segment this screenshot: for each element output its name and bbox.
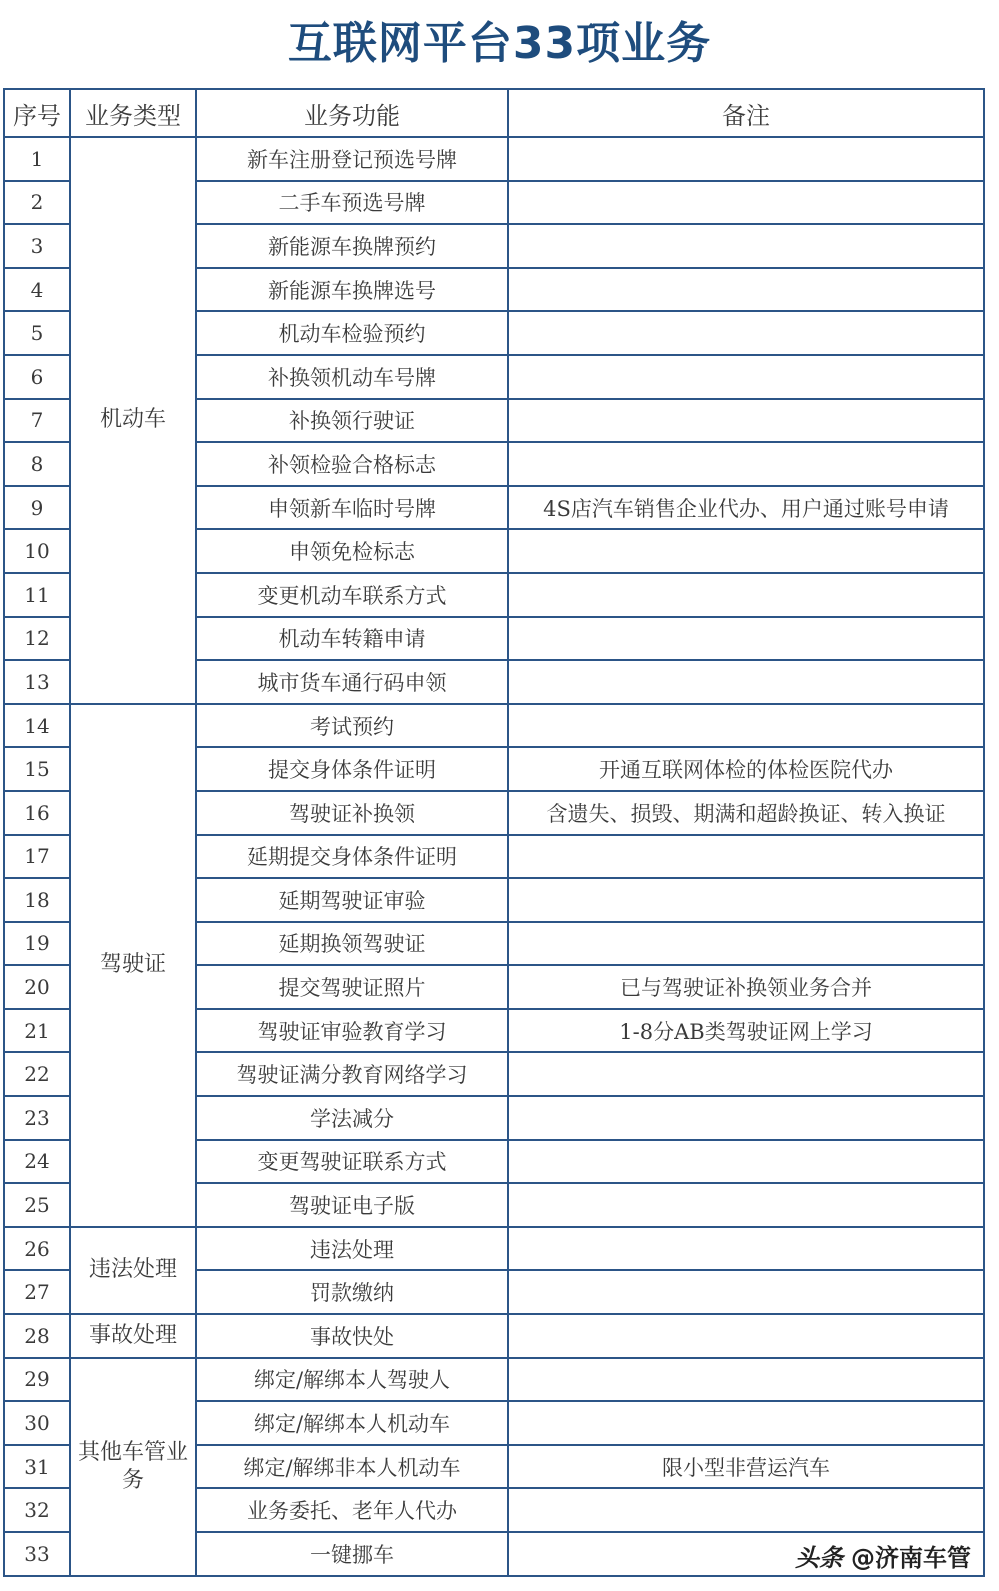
- business-table: [3, 88, 985, 1577]
- function-cell: 学法减分: [196, 1096, 508, 1140]
- note-cell: [508, 399, 984, 443]
- function-cell: 提交身体条件证明: [196, 747, 508, 791]
- row-index: 17: [4, 835, 70, 879]
- function-cell: 补换领行驶证: [196, 399, 508, 443]
- table-row: [4, 137, 984, 181]
- header-note: 备注: [508, 89, 984, 137]
- function-cell: 补换领机动车号牌: [196, 355, 508, 399]
- table-row: [4, 1358, 984, 1402]
- row-index: 21: [4, 1009, 70, 1053]
- function-cell: 变更驾驶证联系方式: [196, 1140, 508, 1184]
- category-cell: 机动车: [70, 137, 196, 704]
- note-cell: 含遗失、损毁、期满和超龄换证、转入换证: [508, 791, 984, 835]
- watermark-text: @济南车管: [851, 1544, 971, 1572]
- category-cell: 其他车管业务: [70, 1358, 196, 1576]
- header-type: 业务类型: [70, 89, 196, 137]
- note-cell: [508, 878, 984, 922]
- note-cell: 4S店汽车销售企业代办、用户通过账号申请: [508, 486, 984, 530]
- function-cell: 申领新车临时号牌: [196, 486, 508, 530]
- note-cell: [508, 137, 984, 181]
- row-index: 10: [4, 529, 70, 573]
- note-cell: [508, 1488, 984, 1532]
- row-index: 20: [4, 965, 70, 1009]
- note-cell: [508, 1401, 984, 1445]
- row-index: 26: [4, 1227, 70, 1271]
- category-cell: 事故处理: [70, 1314, 196, 1358]
- function-cell: 延期驾驶证审验: [196, 878, 508, 922]
- function-cell: 驾驶证电子版: [196, 1183, 508, 1227]
- function-cell: 新能源车换牌预约: [196, 224, 508, 268]
- table-header-row: [4, 89, 984, 137]
- note-cell: [508, 1358, 984, 1402]
- function-cell: 绑定/解绑本人机动车: [196, 1401, 508, 1445]
- row-index: 13: [4, 660, 70, 704]
- function-cell: 变更机动车联系方式: [196, 573, 508, 617]
- row-index: 4: [4, 268, 70, 312]
- function-cell: 新能源车换牌选号: [196, 268, 508, 312]
- note-cell: [508, 268, 984, 312]
- row-index: 14: [4, 704, 70, 748]
- row-index: 33: [4, 1532, 70, 1576]
- note-cell: [508, 922, 984, 966]
- note-cell: [508, 224, 984, 268]
- row-index: 16: [4, 791, 70, 835]
- note-cell: [508, 1270, 984, 1314]
- header-index: 序号: [4, 89, 70, 137]
- row-index: 30: [4, 1401, 70, 1445]
- function-cell: 机动车转籍申请: [196, 617, 508, 661]
- row-index: 22: [4, 1052, 70, 1096]
- category-cell: 驾驶证: [70, 704, 196, 1227]
- function-cell: 绑定/解绑本人驾驶人: [196, 1358, 508, 1402]
- row-index: 31: [4, 1445, 70, 1489]
- note-cell: [508, 1314, 984, 1358]
- table-row: [4, 704, 984, 748]
- function-cell: 补领检验合格标志: [196, 442, 508, 486]
- note-cell: [508, 181, 984, 225]
- row-index: 23: [4, 1096, 70, 1140]
- function-cell: 提交驾驶证照片: [196, 965, 508, 1009]
- row-index: 3: [4, 224, 70, 268]
- function-cell: 驾驶证补换领: [196, 791, 508, 835]
- watermark-logo: 头条: [795, 1544, 843, 1572]
- note-cell: [508, 442, 984, 486]
- function-cell: 驾驶证满分教育网络学习: [196, 1052, 508, 1096]
- row-index: 27: [4, 1270, 70, 1314]
- table-body: [4, 137, 984, 1576]
- function-cell: 违法处理: [196, 1227, 508, 1271]
- row-index: 12: [4, 617, 70, 661]
- note-cell: [508, 355, 984, 399]
- row-index: 1: [4, 137, 70, 181]
- note-cell: [508, 311, 984, 355]
- row-index: 2: [4, 181, 70, 225]
- row-index: 24: [4, 1140, 70, 1184]
- row-index: 32: [4, 1488, 70, 1532]
- row-index: 18: [4, 878, 70, 922]
- function-cell: 二手车预选号牌: [196, 181, 508, 225]
- header-function: 业务功能: [196, 89, 508, 137]
- row-index: 9: [4, 486, 70, 530]
- function-cell: 城市货车通行码申领: [196, 660, 508, 704]
- row-index: 8: [4, 442, 70, 486]
- function-cell: 新车注册登记预选号牌: [196, 137, 508, 181]
- note-cell: [508, 704, 984, 748]
- table-row: [4, 1314, 984, 1358]
- table-row: [4, 1227, 984, 1271]
- function-cell: 考试预约: [196, 704, 508, 748]
- function-cell: 机动车检验预约: [196, 311, 508, 355]
- note-cell: [508, 573, 984, 617]
- function-cell: 一键挪车: [196, 1532, 508, 1576]
- function-cell: 罚款缴纳: [196, 1270, 508, 1314]
- row-index: 28: [4, 1314, 70, 1358]
- note-cell: [508, 529, 984, 573]
- page-title: 互联网平台33项业务: [287, 18, 712, 69]
- function-cell: 延期提交身体条件证明: [196, 835, 508, 879]
- function-cell: 延期换领驾驶证: [196, 922, 508, 966]
- row-index: 19: [4, 922, 70, 966]
- row-index: 7: [4, 399, 70, 443]
- note-cell: [508, 1183, 984, 1227]
- note-cell: [508, 835, 984, 879]
- note-cell: 已与驾驶证补换领业务合并: [508, 965, 984, 1009]
- note-cell: [508, 1052, 984, 1096]
- note-cell: [508, 617, 984, 661]
- note-cell: [508, 1096, 984, 1140]
- row-index: 25: [4, 1183, 70, 1227]
- note-cell: [508, 660, 984, 704]
- row-index: 15: [4, 747, 70, 791]
- note-cell: 开通互联网体检的体检医院代办: [508, 747, 984, 791]
- function-cell: 驾驶证审验教育学习: [196, 1009, 508, 1053]
- note-cell: 限小型非营运汽车: [508, 1445, 984, 1489]
- function-cell: 申领免检标志: [196, 529, 508, 573]
- function-cell: 绑定/解绑非本人机动车: [196, 1445, 508, 1489]
- function-cell: 业务委托、老年人代办: [196, 1488, 508, 1532]
- row-index: 6: [4, 355, 70, 399]
- category-cell: 违法处理: [70, 1227, 196, 1314]
- row-index: 29: [4, 1358, 70, 1402]
- function-cell: 事故快处: [196, 1314, 508, 1358]
- note-cell: [508, 1227, 984, 1271]
- note-cell: [508, 1140, 984, 1184]
- row-index: 5: [4, 311, 70, 355]
- note-cell: 1-8分AB类驾驶证网上学习: [508, 1009, 984, 1053]
- watermark: [795, 1538, 971, 1573]
- row-index: 11: [4, 573, 70, 617]
